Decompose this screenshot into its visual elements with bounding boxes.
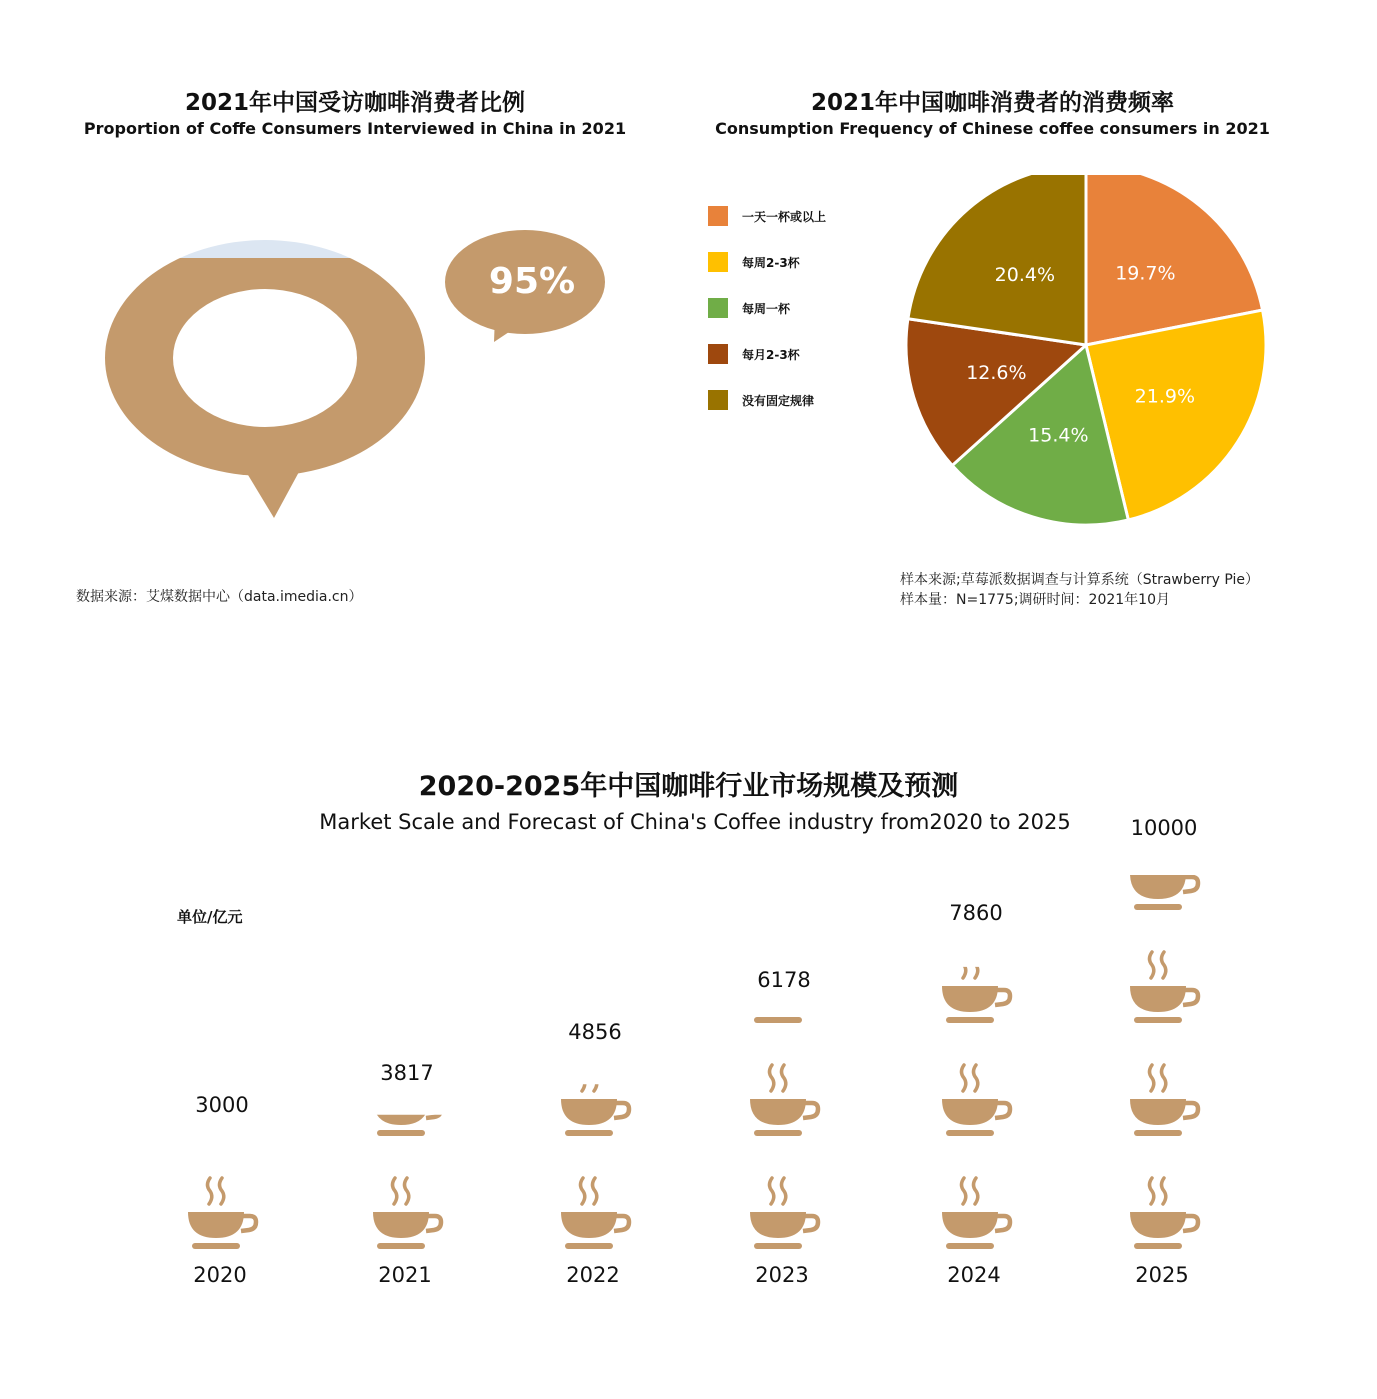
pie-slice	[908, 175, 1086, 345]
consumer-proportion-graphic	[90, 220, 630, 530]
frequency-pie	[900, 175, 1272, 543]
coffee-cup-icon	[555, 1059, 635, 1143]
legend-swatch	[708, 206, 728, 226]
bottom-title-cn: 2020-2025年中国咖啡行业市场规模及预测	[418, 771, 959, 802]
ring-tail	[245, 470, 300, 518]
legend-item	[708, 298, 790, 318]
bar-value-label: 6178	[757, 967, 811, 992]
bar-value-label: 3000	[195, 1093, 249, 1118]
legend-label: 每月2-3杯	[742, 347, 800, 362]
legend-label: 每周一杯	[742, 301, 791, 316]
coffee-cup-icon	[367, 1172, 447, 1256]
right-source-line1: 样本来源;草莓派数据调查与计算系统（Strawberry Pie）	[900, 572, 1260, 588]
pie-slice-label: 21.9%	[1134, 385, 1196, 408]
pie-slice-label: 15.4%	[1028, 424, 1089, 447]
coffee-cup-icon	[1124, 833, 1204, 917]
coffee-cup-icon	[1124, 1172, 1204, 1256]
bottom-title-en: Market Scale and Forecast of China's Coffee industry from2020 to 2025	[319, 810, 1071, 834]
pie-slice-label: 20.4%	[994, 264, 1056, 287]
coffee-cup-icon	[1124, 1059, 1204, 1143]
ring-bubble	[105, 240, 425, 518]
legend-swatch	[708, 298, 728, 318]
bar-category-label: 2023	[755, 1263, 809, 1287]
bar-category-label: 2022	[566, 1263, 620, 1287]
bar-value-label: 10000	[1130, 816, 1198, 841]
coffee-cup-icon	[936, 946, 1016, 1030]
pie-slice-label: 12.6%	[966, 362, 1027, 385]
legend-label: 没有固定规律	[742, 393, 815, 408]
bar-value-label: 3817	[380, 1061, 434, 1086]
bar-category-label: 2024	[947, 1263, 1001, 1287]
coffee-cup-icon	[936, 1172, 1016, 1256]
coffee-cup-icon	[936, 1059, 1016, 1143]
right-source	[900, 570, 1259, 610]
coffee-cup-icon	[555, 1172, 635, 1256]
value-bubble	[445, 230, 605, 342]
pie-slice-label: 19.7%	[1115, 262, 1176, 285]
coffee-cup-icon	[744, 1172, 824, 1256]
coffee-cup-icon	[182, 1172, 262, 1256]
legend-item	[708, 206, 826, 226]
coffee-cup-icon	[1124, 946, 1204, 1030]
right-title-en: Consumption Frequency of Chinese coffee consumers in 2021	[715, 119, 1270, 138]
left-title-cn: 2021年中国受访咖啡消费者比例	[184, 90, 525, 116]
bar-value-label: 4856	[568, 1019, 622, 1044]
right-source-line2: 样本量：N=1775;调研时间：2021年10月	[900, 592, 1170, 608]
unit-label: 单位/亿元	[177, 908, 243, 926]
legend-item	[708, 252, 800, 272]
coffee-cup-icon	[744, 1059, 824, 1143]
left-title-en: Proportion of Coffe Consumers Interviewed in China in 2021	[83, 119, 627, 138]
bar-value-label: 7860	[949, 901, 1003, 926]
legend-swatch	[708, 252, 728, 272]
bar-category-label: 2020	[193, 1263, 247, 1287]
legend-swatch	[708, 344, 728, 364]
bar-category-label: 2021	[378, 1263, 432, 1287]
left-source: 数据来源：艾煤数据中心（data.imedia.cn）	[76, 589, 363, 605]
legend-item	[708, 390, 814, 410]
right-title-cn: 2021年中国咖啡消费者的消费频率	[810, 90, 1174, 116]
legend-item	[708, 344, 800, 364]
value-label: 95%	[488, 261, 576, 302]
legend-label: 每周2-3杯	[742, 255, 800, 270]
legend-swatch	[708, 390, 728, 410]
ring-hole	[173, 289, 357, 427]
legend-label: 一天一杯或以上	[742, 209, 827, 224]
bar-category-label: 2025	[1135, 1263, 1189, 1287]
